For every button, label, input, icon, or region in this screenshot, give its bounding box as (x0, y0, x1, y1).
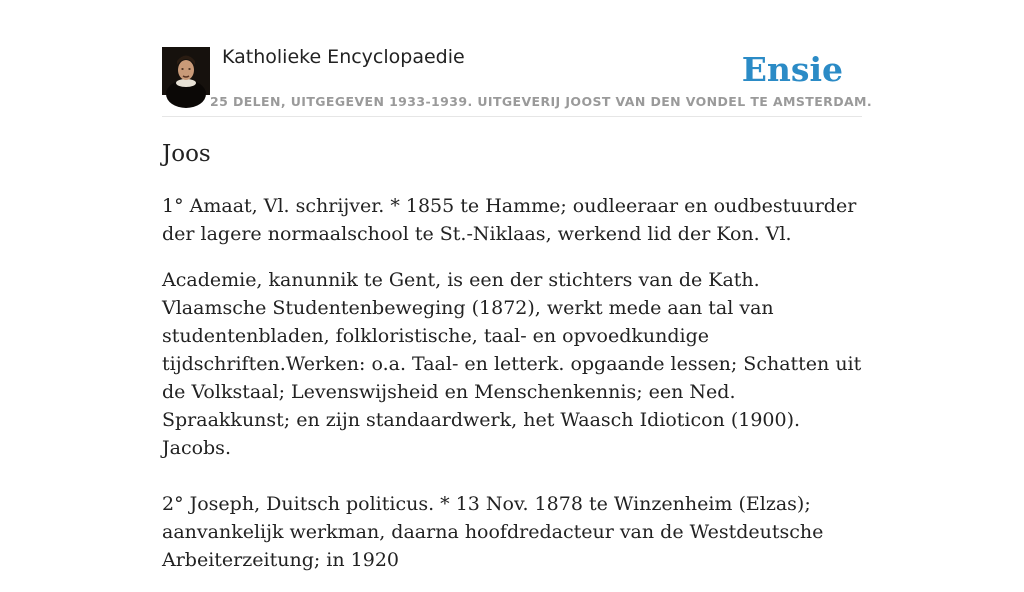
brand-logo-link[interactable]: Ensie (741, 50, 843, 89)
portrait-icon (162, 47, 210, 95)
entry-paragraph: 2° Joseph, Duitsch politicus. * 13 Nov. 1878 te Winzenheim (Elzas); aanvankelijk werkman, daarna hoofdredacteur van de Westdeutsche Arbeiterzeitung; in 1920 (162, 493, 824, 571)
entry-paragraph: 1° Amaat, Vl. schrijver. * 1855 te Hamme; oudleeraar en oudbestuurder der lagere normaalschool te St.-Niklaas, werkend lid der Kon. Vl. (162, 195, 857, 245)
portrait-avatar[interactable] (162, 47, 210, 95)
entry-paragraph: Academie, kanunnik te Gent, is een der stichters van de Kath. Vlaamsche Studentenbeweging (1872), werkt mede aan tal van studentenbladen, folkloristische, taal- en opvoedkundige tijdschriften.Werken: o.a. Taal- en letterk. opgaande lessen; Schatten uit de Volkstaal; Levenswijsheid en Menschenkennis; een Ned. Spraakkunst; en zijn standaardwerk, het Waasch Idioticon (1900). Jacobs. (162, 269, 862, 459)
entry-content (162, 136, 866, 592)
entry-title: Joos (162, 141, 211, 167)
book-subtitle: 25 DELEN, UITGEGEVEN 1933-1939. UITGEVERIJ JOOST VAN DEN VONDEL TE AMSTERDAM. (210, 94, 873, 109)
header (162, 40, 873, 117)
book-title-link[interactable]: Katholieke Encyclopaedie (222, 46, 465, 68)
